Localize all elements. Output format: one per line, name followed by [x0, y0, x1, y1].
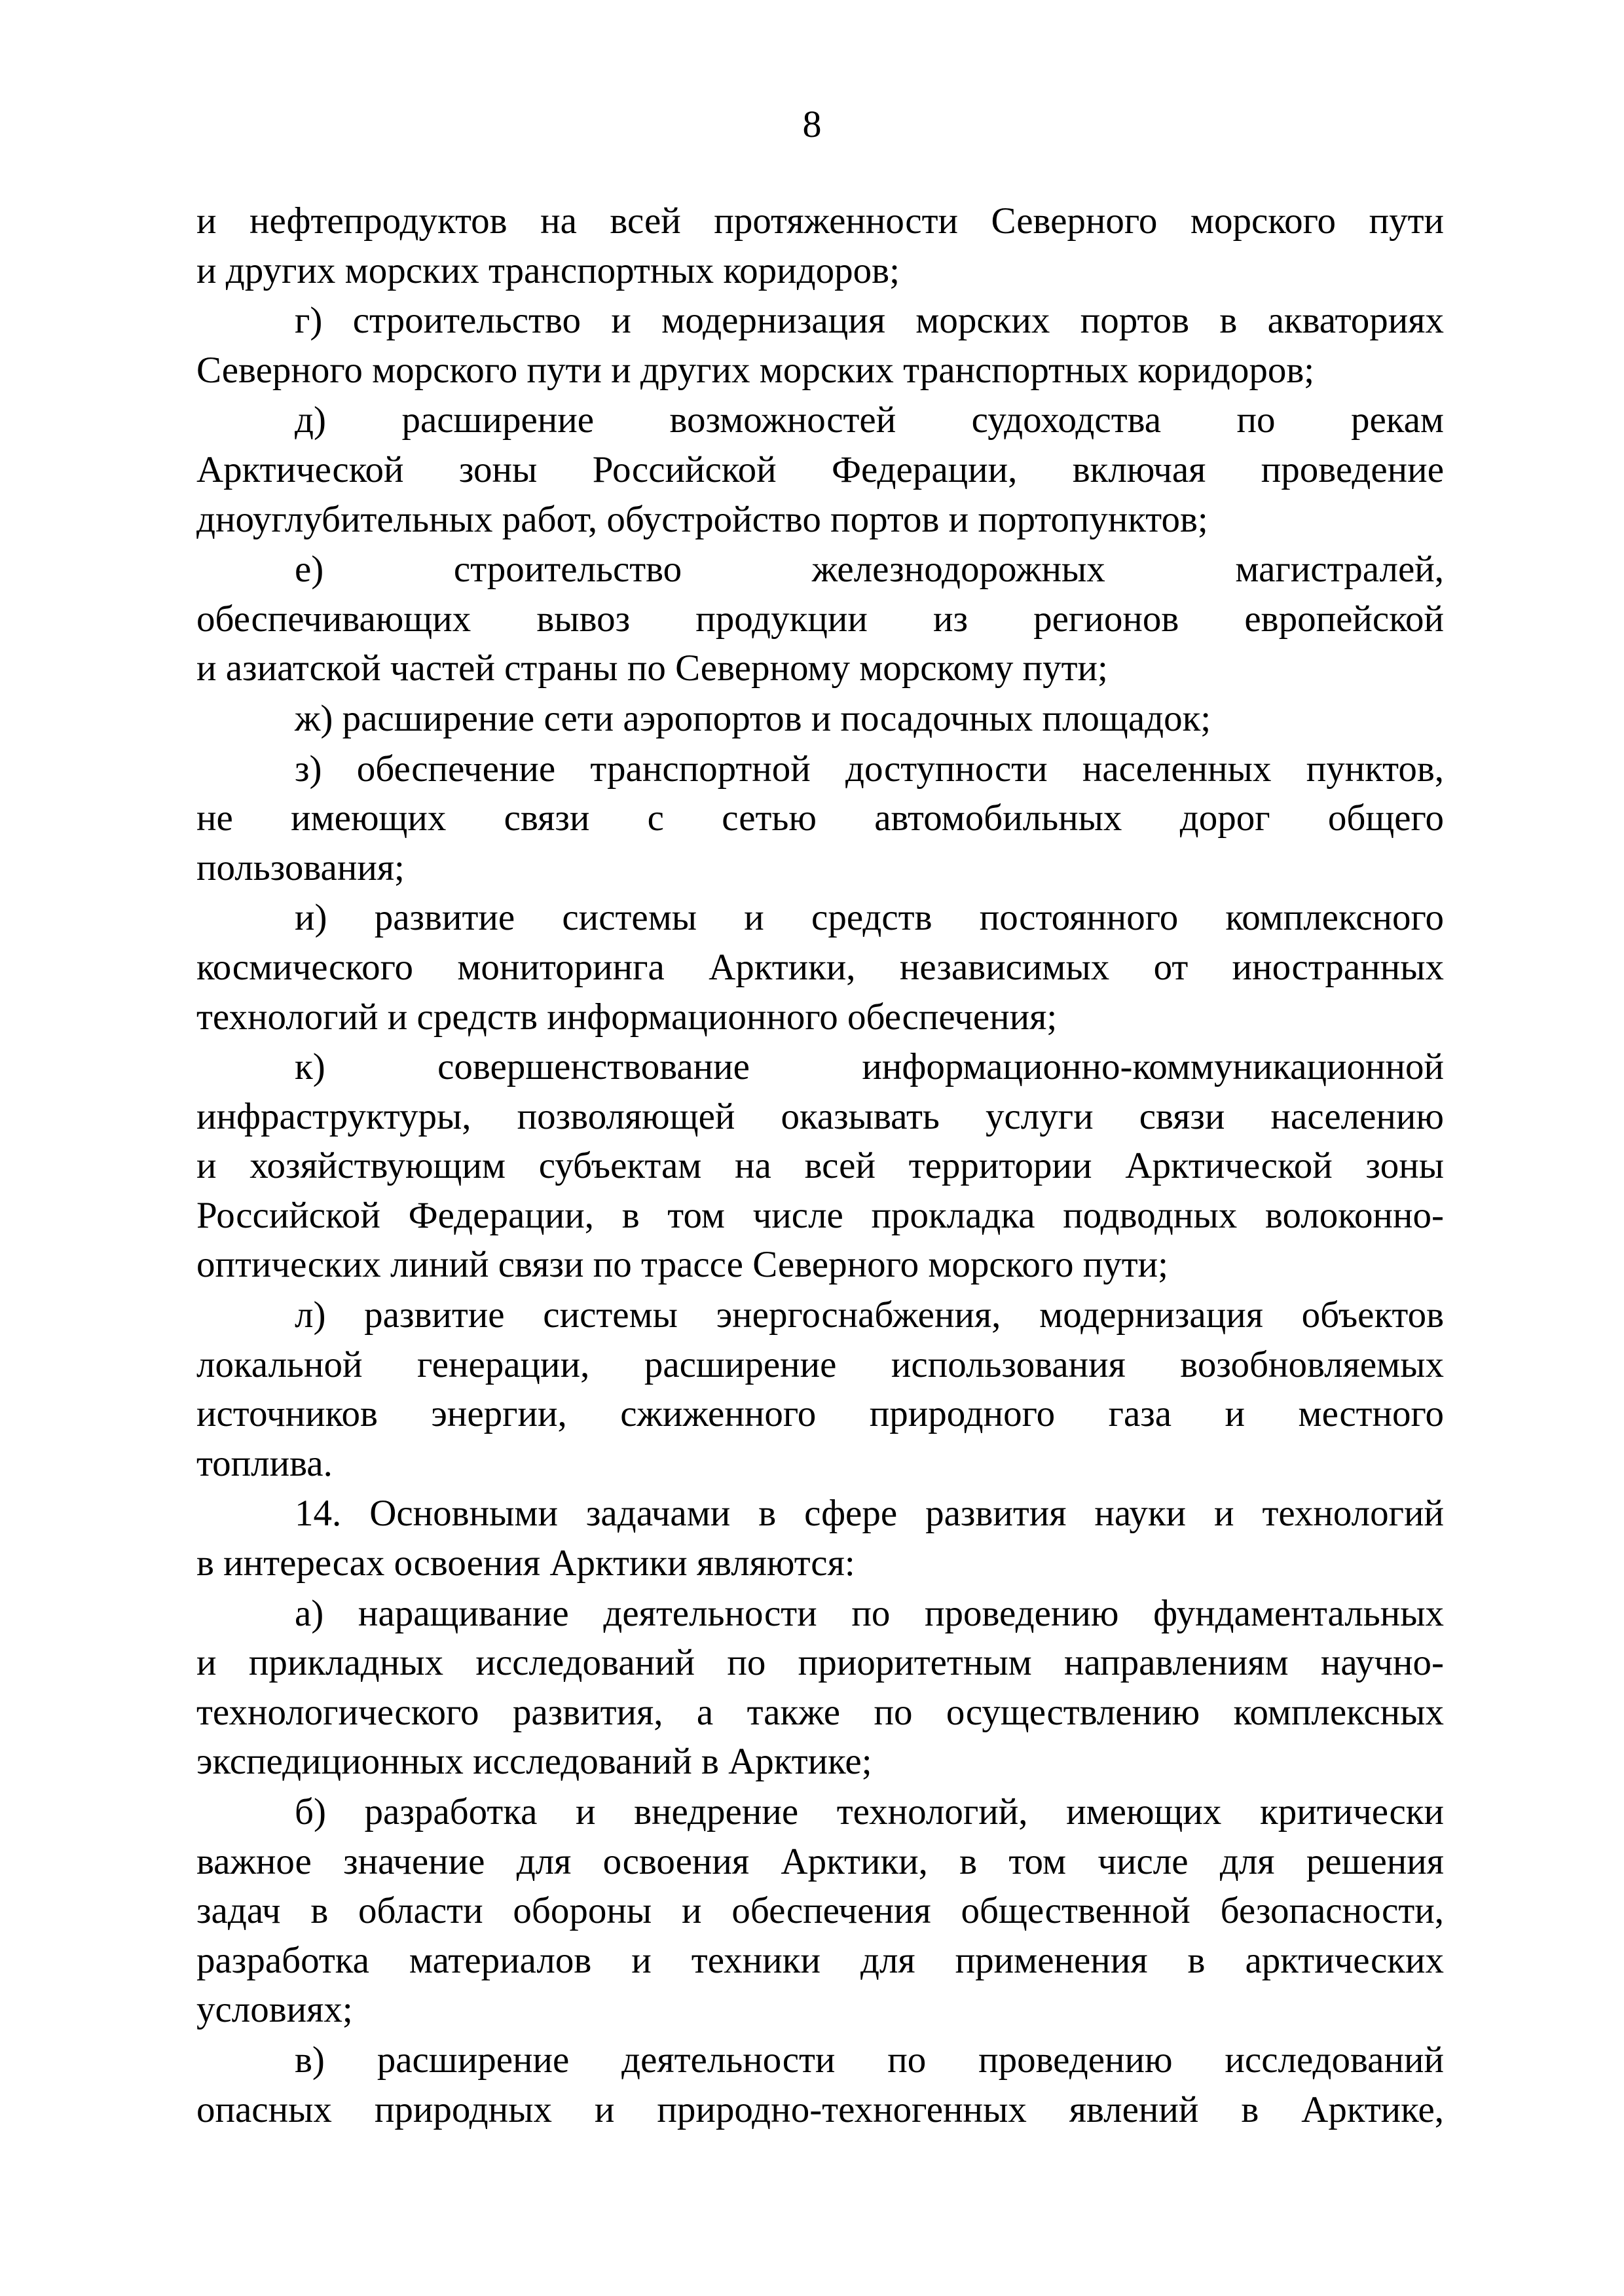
text-line: космического мониторинга Арктики, независимых от иностранных [196, 946, 1444, 988]
text-line: задач в области обороны и обеспечения общественной безопасности, [196, 1890, 1444, 1932]
text-line: инфраструктуры, позволяющей оказывать услуги связи населению [196, 1095, 1444, 1137]
text-line: з) обеспечение транспортной доступности населенных пунктов, [295, 748, 1444, 790]
text-line: опасных природных и природно-техногенных явлений в Арктике, [196, 2088, 1444, 2130]
paragraph-section-14 [196, 1489, 1444, 1588]
paragraph-item-k [196, 1042, 1444, 1290]
text-line: топлива. [196, 1442, 333, 1484]
text-line: дноуглубительных работ, обустройство портов и портопунктов; [196, 498, 1208, 540]
text-line: обеспечивающих вывоз продукции из регионов европейской [196, 598, 1444, 640]
text-line: и азиатской частей страны по Северному морскому пути; [196, 647, 1108, 689]
text-line: Арктической зоны Российской Федерации, включая проведение [196, 448, 1444, 490]
paragraph-item-g [196, 296, 1444, 395]
text-line: д) расширение возможностей судоходства по рекам [295, 399, 1444, 441]
paragraph-item-v [196, 2035, 1444, 2134]
text-line: локальной генерации, расширение использования возобновляемых [196, 1343, 1444, 1385]
paragraph-item-l [196, 1290, 1444, 1488]
text-line: и) развитие системы и средств постоянного комплексного [295, 897, 1444, 939]
paragraph-continuation [196, 196, 1444, 295]
paragraph-item-a [196, 1589, 1444, 1787]
paragraph-item-b [196, 1787, 1444, 2035]
text-line: 14. Основными задачами в сфере развития науки и технологий [295, 1493, 1444, 1535]
paragraph-item-zh [196, 694, 1444, 744]
text-line: Северного морского пути и других морских транспортных коридоров; [196, 349, 1315, 391]
text-line: а) наращивание деятельности по проведению фундаментальных [295, 1592, 1444, 1634]
text-line: и нефтепродуктов на всей протяженности Северного морского пути [196, 200, 1444, 242]
text-line: пользования; [196, 847, 405, 888]
body-text [196, 196, 1444, 2135]
page-number: 8 [802, 103, 822, 145]
text-line: е) строительство железнодорожных магистралей, [295, 549, 1444, 591]
text-line: экспедиционных исследований в Арктике; [196, 1741, 872, 1783]
text-line: л) развитие системы энергоснабжения, модернизация объектов [295, 1294, 1444, 1336]
text-line: не имеющих связи с сетью автомобильных дорог общего [196, 797, 1444, 839]
text-line: и прикладных исследований по приоритетным направлениям научно- [196, 1642, 1444, 1684]
text-line: важное значение для освоения Арктики, в том числе для решения [196, 1840, 1444, 1882]
paragraph-item-z [196, 744, 1444, 893]
text-line: разработка материалов и техники для применения в арктических [196, 1939, 1444, 1981]
text-line: оптических линий связи по трассе Северного морского пути; [196, 1244, 1168, 1286]
text-line: Российской Федерации, в том числе прокладка подводных волоконно- [196, 1194, 1444, 1236]
text-line: источников энергии, сжиженного природного газа и местного [196, 1393, 1444, 1435]
text-line: и других морских транспортных коридоров; [196, 249, 900, 291]
paragraph-item-d [196, 395, 1444, 544]
paragraph-item-i [196, 893, 1444, 1042]
text-line: и хозяйствующим субъектам на всей территории Арктической зоны [196, 1145, 1444, 1187]
paragraph-item-e [196, 545, 1444, 693]
text-line: г) строительство и модернизация морских портов в акваториях [295, 300, 1444, 342]
text-line: ж) расширение сети аэропортов и посадочных площадок; [295, 697, 1211, 739]
text-line: технологий и средств информационного обеспечения; [196, 996, 1058, 1038]
text-line: в интересах освоения Арктики являются: [196, 1542, 855, 1584]
text-line: к) совершенствование информационно-коммуникационной [295, 1046, 1444, 1088]
text-line: в) расширение деятельности по проведению исследований [295, 2039, 1444, 2081]
text-line: условиях; [196, 1989, 353, 2031]
text-line: технологического развития, а также по осуществлению комплексных [196, 1691, 1444, 1733]
text-line: б) разработка и внедрение технологий, имеющих критически [295, 1791, 1444, 1832]
